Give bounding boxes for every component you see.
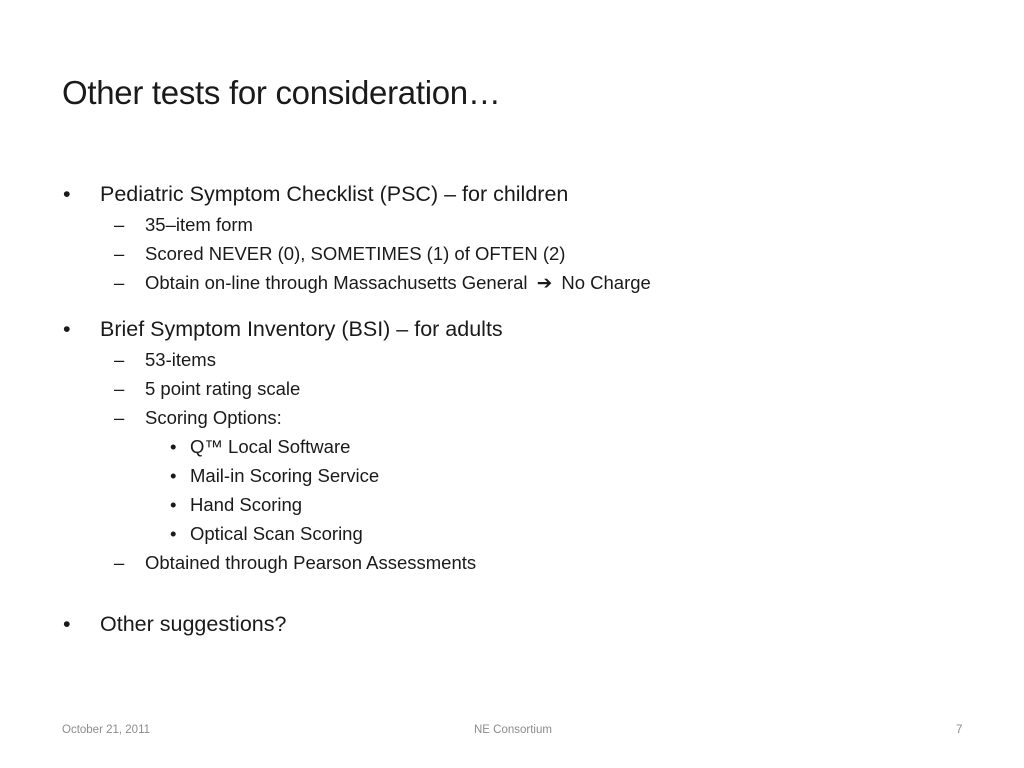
bullet-icon: • xyxy=(170,494,177,515)
dash-icon: – xyxy=(114,378,125,399)
bullet-item-bsi xyxy=(63,317,503,342)
sub-sub-item-text: Mail-in Scoring Service xyxy=(190,465,380,486)
sub-item xyxy=(114,378,301,400)
sub-sub-item xyxy=(170,436,351,458)
bullet-item-psc xyxy=(63,182,569,207)
bullet-icon: • xyxy=(63,612,71,636)
sub-sub-item-text: Optical Scan Scoring xyxy=(190,523,363,544)
slide-title: Other tests for consideration… xyxy=(62,74,501,111)
sub-item-text: Obtained through Pearson Assessments xyxy=(145,552,477,573)
bullet-icon: • xyxy=(170,523,177,544)
sub-item-text: 53-items xyxy=(145,349,216,370)
sub-item-text: 35–item form xyxy=(145,214,253,235)
bullet-text: Pediatric Symptom Checklist (PSC) – for children xyxy=(100,182,569,206)
sub-item-text: Scoring Options: xyxy=(145,407,282,428)
bullet-text: Brief Symptom Inventory (BSI) – for adults xyxy=(100,317,503,341)
dash-icon: – xyxy=(114,243,125,264)
sub-item-text: 5 point rating scale xyxy=(145,378,301,399)
sub-item xyxy=(114,272,651,294)
sub-sub-item-text: Q™ Local Software xyxy=(190,436,351,457)
sub-sub-item xyxy=(170,523,363,545)
sub-sub-item xyxy=(170,465,380,487)
bullet-text: Other suggestions? xyxy=(100,612,287,636)
dash-icon: – xyxy=(114,407,125,428)
dash-icon: – xyxy=(114,214,125,235)
sub-item xyxy=(114,552,477,574)
bullet-item-other xyxy=(63,612,287,637)
bullet-icon: • xyxy=(170,465,177,486)
sub-item xyxy=(114,407,282,429)
bullet-icon: • xyxy=(170,436,177,457)
right-arrow-icon: ➔ xyxy=(536,272,553,293)
sub-item xyxy=(114,349,216,371)
sub-item-text: Scored NEVER (0), SOMETIMES (1) of OFTEN (2) xyxy=(145,243,566,264)
sub-sub-item xyxy=(170,494,303,516)
dash-icon: – xyxy=(114,272,125,293)
sub-item xyxy=(114,214,253,236)
sub-item-text: No Charge xyxy=(561,272,651,293)
sub-sub-item-text: Hand Scoring xyxy=(190,494,303,515)
footer-date: October 21, 2011 xyxy=(62,724,151,736)
footer-page-number: 7 xyxy=(956,724,963,736)
dash-icon: – xyxy=(114,552,125,573)
dash-icon: – xyxy=(114,349,125,370)
bullet-icon: • xyxy=(63,182,71,206)
footer-center-text: NE Consortium xyxy=(474,724,552,736)
sub-item-text: Obtain on-line through Massachusetts General xyxy=(145,272,528,293)
bullet-icon: • xyxy=(63,317,71,341)
sub-item xyxy=(114,243,566,265)
